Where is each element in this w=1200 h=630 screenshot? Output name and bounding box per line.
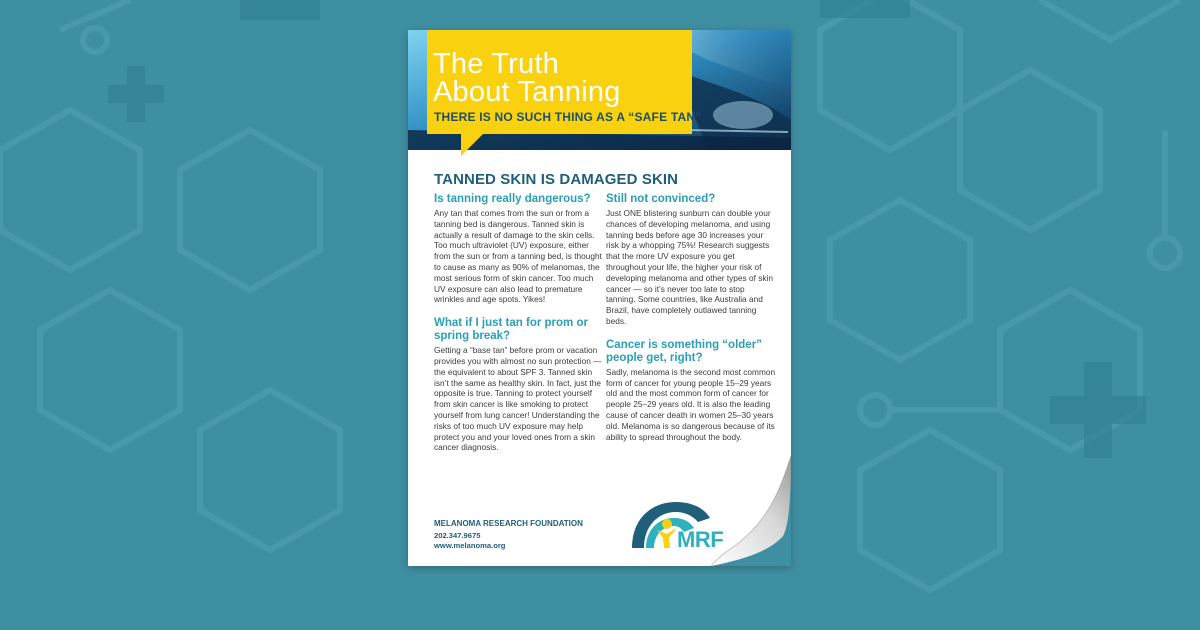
medical-cross-icon	[240, 0, 320, 20]
flyer-page	[408, 30, 791, 566]
logo-wordmark: MRF	[677, 527, 724, 552]
right-column	[606, 193, 776, 454]
question-heading: Cancer is something “older” people get, right?	[606, 338, 762, 364]
question-heading: Is tanning really dangerous?	[434, 193, 591, 205]
title-callout-tail	[461, 134, 483, 156]
answer-paragraph: Just ONE blistering sunburn can double your chances of developing melanoma, and using tanning beds before age 30 increases your risk by a whopping 75%! Research suggests that the more UV exposure you get throughout your life, the higher your risk of developing melanoma and other types of skin cancer — so it’s never too late to stop tanning. Some countries, like Australia and Brazil, have completely outlawed tanning beds.	[606, 208, 773, 326]
question-heading: Still not convinced?	[606, 193, 716, 205]
answer-paragraph: Sadly, melanoma is the second most common form of cancer for young people 15–29 years old and the most common form of cancer for people 25–29 years old. It is also the leading cause of cancer death in women 25–30 years old. Melanoma is so dangerous because of its ability to spread throughout the body.	[606, 366, 776, 442]
page-curl	[711, 456, 791, 566]
organization-name: MELANOMA RESEARCH FOUNDATION	[434, 519, 583, 528]
left-column	[434, 193, 604, 465]
question-heading: What if I just tan for prom or spring break?	[434, 317, 588, 343]
phone-number: 202.347.9675	[434, 531, 481, 540]
title-line-2: About Tanning	[433, 76, 621, 108]
website-link[interactable]: www.melanoma.org	[434, 541, 506, 550]
title-line-1: The Truth	[433, 48, 559, 80]
answer-paragraph: Getting a “base tan” before prom or vacation provides you with almost no sun protection — the equivalent to about SPF 3. Tanned skin isn’t the same as healthy skin. In fact, just the opposite is true. Tanning to protect yourself from skin cancer is like smoking to protect yourself from lung cancer! Understanding the risks of too much UV exposure may help protect you and your loved ones from a skin cancer diagnosis.	[434, 345, 602, 453]
section-headline: TANNED SKIN IS DAMAGED SKIN	[434, 171, 679, 188]
answer-paragraph: Any tan that comes from the sun or from a tanning bed is dangerous. Tanned skin is actually a result of damage to the skin cells. Too much ultraviolet (UV) exposure, either from the sun or from a tanning bed, is thought to cause as many as 90% of melanomas, the most serious form of skin cancer. Too much UV exposure can also lead to premature wrinkles and age spots. Yikes!	[434, 208, 602, 305]
subtitle: THERE IS NO SUCH THING AS A “SAFE TAN”	[434, 110, 702, 124]
